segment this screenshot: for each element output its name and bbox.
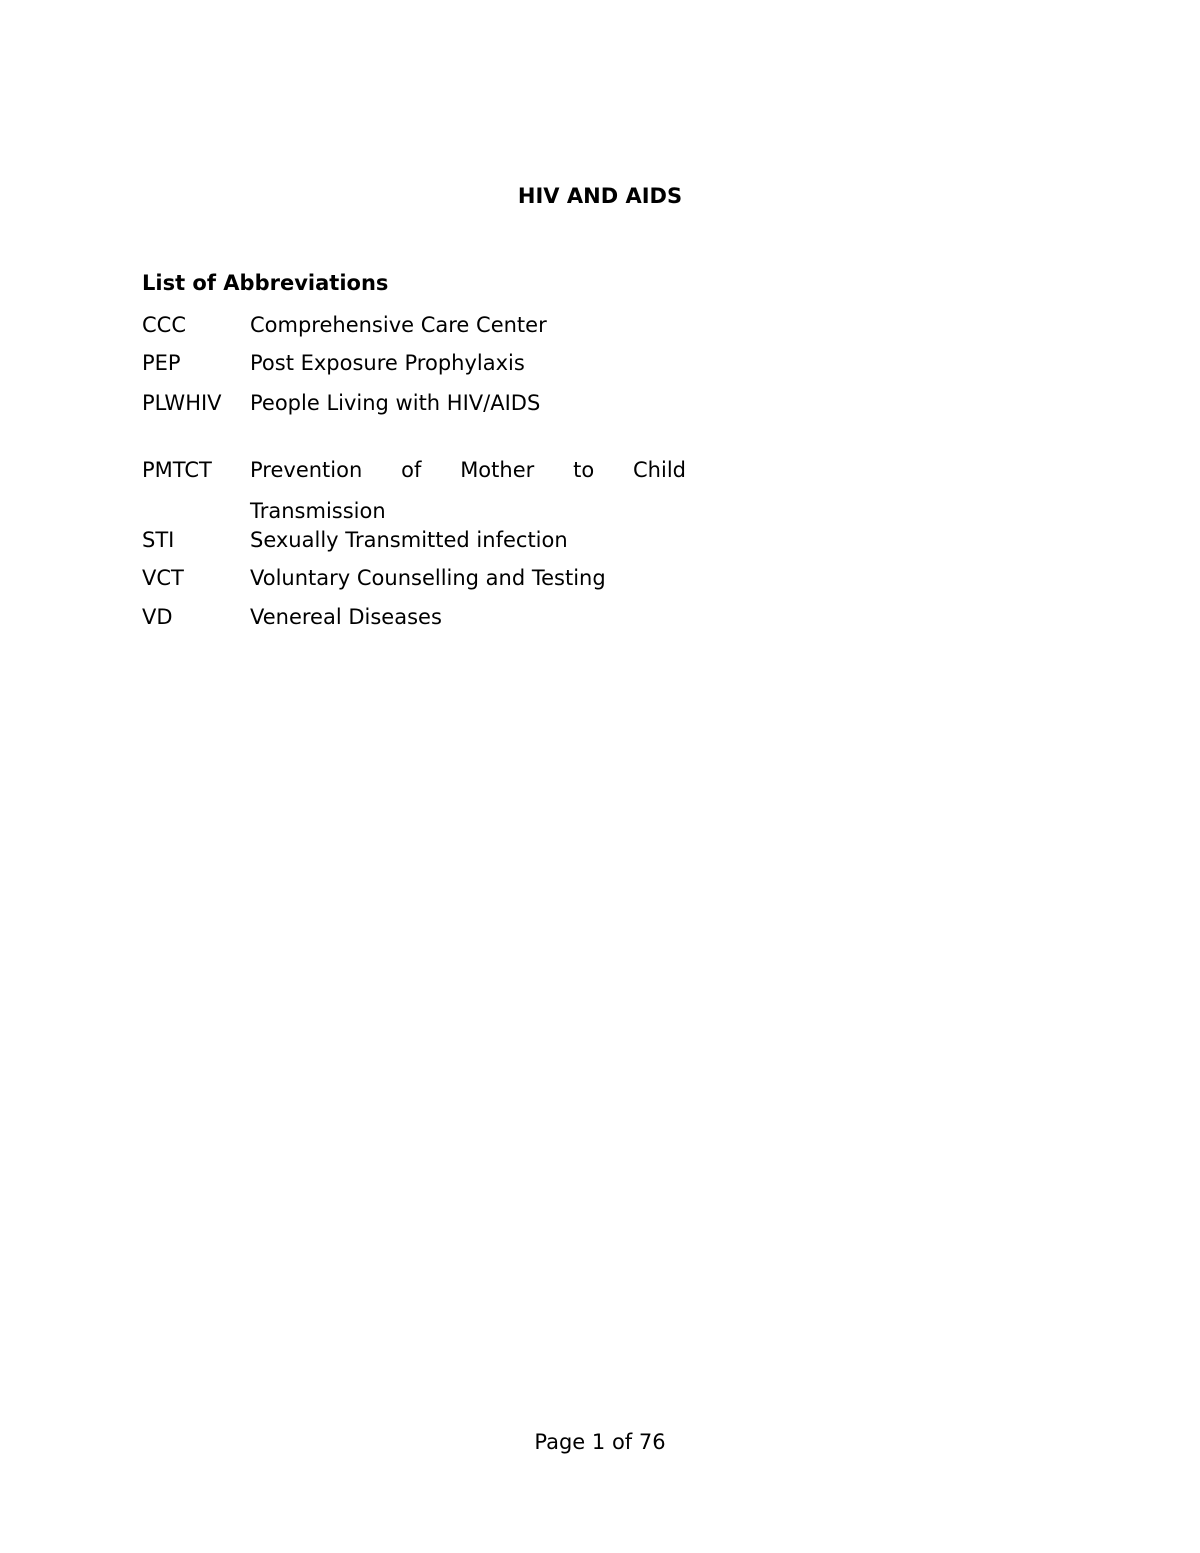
- abbreviation-meaning: Post Exposure Prophylaxis: [250, 351, 525, 375]
- abbreviation-meaning: People Living with HIV/AIDS: [250, 391, 541, 415]
- document-title: HIV AND AIDS: [517, 184, 683, 208]
- abbreviation-meaning: Venereal Diseases: [250, 605, 442, 629]
- abbreviation-term: PLWHIV: [142, 391, 222, 415]
- abbreviation-term: STI: [142, 528, 175, 552]
- abbreviation-meaning: Prevention of Mother to Child Transmission: [250, 458, 686, 523]
- abbreviation-term: VCT: [142, 566, 184, 590]
- abbreviation-meaning: Voluntary Counselling and Testing: [250, 566, 606, 590]
- abbreviation-meaning: Sexually Transmitted infection: [250, 528, 568, 552]
- page-number: Page 1 of 76: [534, 1430, 666, 1454]
- abbreviation-meaning: Comprehensive Care Center: [250, 313, 547, 337]
- abbreviation-term: VD: [142, 605, 173, 629]
- section-heading: List of Abbreviations: [142, 271, 389, 295]
- abbreviation-term: PMTCT: [142, 458, 212, 482]
- abbreviation-term: CCC: [142, 313, 186, 337]
- abbreviation-term: PEP: [142, 351, 181, 375]
